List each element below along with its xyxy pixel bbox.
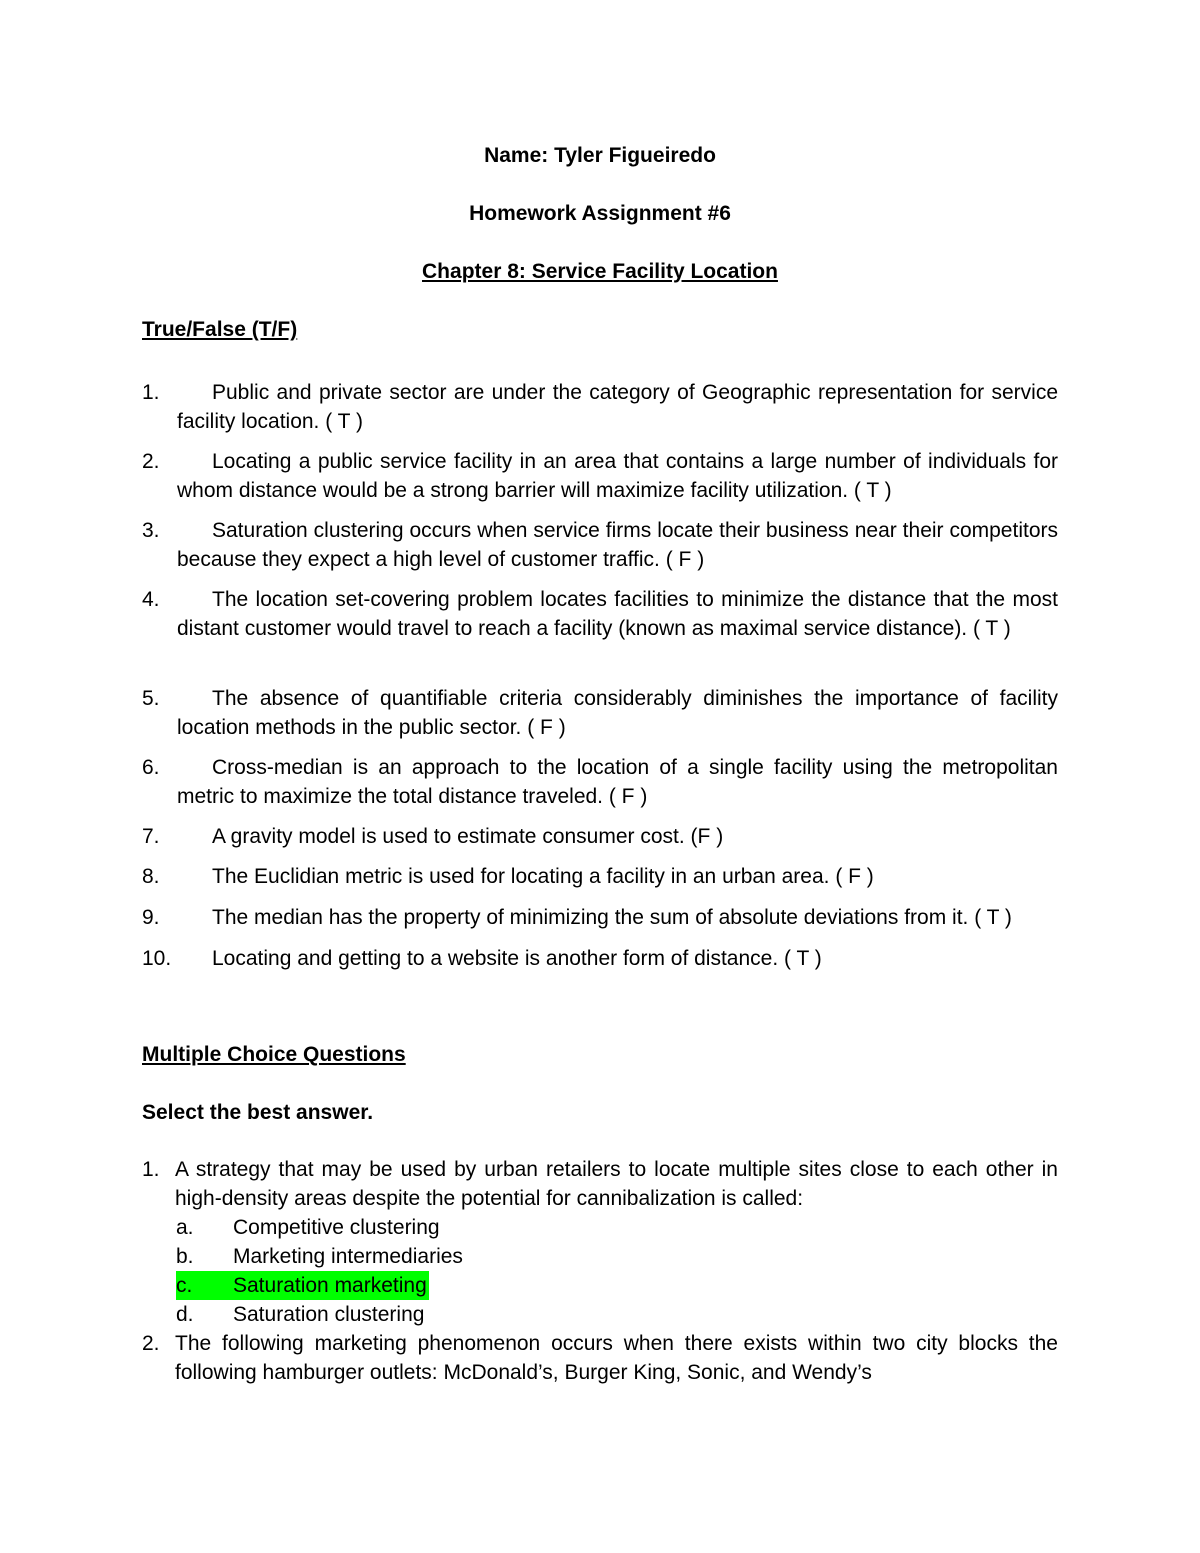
mc-question-1 [142, 1155, 1058, 1213]
assignment-title: Homework Assignment #6 [469, 202, 731, 225]
tf-item-2 [142, 447, 1058, 505]
true-false-heading: True/False (T/F) [142, 318, 298, 341]
tf-statement: The Euclidian metric is used for locating a facility in an urban area. ( F ) [212, 865, 874, 888]
chapter-title: Chapter 8: Service Facility Location [422, 260, 778, 283]
option-text: Saturation clustering [233, 1303, 425, 1326]
student-name: Name: Tyler Figueiredo [484, 144, 716, 167]
tf-number: 9. [142, 906, 160, 929]
tf-number: 7. [142, 825, 160, 848]
tf-item-4 [142, 585, 1058, 643]
option-text: Marketing intermediaries [233, 1245, 463, 1268]
tf-number: 3. [142, 519, 160, 542]
option-letter: a. [176, 1216, 194, 1239]
tf-statement: Locating a public service facility in an area that contains a large number of individuals for whom distance would be a strong barrier will maximize facility utilization. ( T ) [177, 450, 1058, 502]
option-letter: d. [176, 1303, 194, 1326]
tf-statement: Public and private sector are under the category of Geographic representation for service facility location. ( T ) [177, 381, 1058, 433]
tf-number: 6. [142, 756, 160, 779]
mc-option-c-highlighted [176, 1271, 429, 1300]
mc-question-text: A strategy that may be used by urban retailers to locate multiple sites close to each other in high-density areas despite the potential for cannibalization is called: [175, 1158, 1058, 1210]
tf-number: 1. [142, 381, 160, 404]
mc-option-a [176, 1213, 440, 1242]
mc-number: 1. [142, 1158, 160, 1181]
tf-item-5 [142, 684, 1058, 742]
tf-statement: The median has the property of minimizing the sum of absolute deviations from it. ( T ) [212, 906, 1012, 929]
tf-number: 2. [142, 450, 160, 473]
multiple-choice-heading: Multiple Choice Questions [142, 1043, 406, 1066]
tf-item-6 [142, 753, 1058, 811]
tf-statement: A gravity model is used to estimate consumer cost. (F ) [212, 825, 724, 848]
tf-number: 5. [142, 687, 160, 710]
option-text: Saturation marketing [233, 1274, 427, 1297]
tf-item-9 [142, 903, 1058, 932]
option-letter: b. [176, 1245, 194, 1268]
tf-statement: The absence of quantifiable criteria considerably diminishes the importance of facility location methods in the public sector. ( F ) [177, 687, 1058, 739]
tf-statement: Saturation clustering occurs when service firms locate their business near their competitors because they expect a high level of customer traffic. ( F ) [177, 519, 1058, 571]
mc-instruction: Select the best answer. [142, 1101, 374, 1124]
tf-item-1 [142, 378, 1058, 436]
mc-option-d [176, 1300, 424, 1329]
tf-item-7 [142, 822, 1058, 851]
tf-number: 10. [142, 947, 172, 970]
tf-item-8 [142, 862, 1058, 891]
tf-statement: The location set-covering problem locates facilities to minimize the distance that the most distant customer would travel to reach a facility (known as maximal service distance). ( T ) [177, 588, 1058, 640]
tf-item-10 [142, 944, 1058, 973]
tf-item-3 [142, 516, 1058, 574]
mc-question-2 [142, 1329, 1058, 1387]
tf-statement: Cross-median is an approach to the location of a single facility using the metropolitan metric to maximize the total distance traveled. ( F ) [177, 756, 1058, 808]
mc-number: 2. [142, 1332, 160, 1355]
tf-number: 8. [142, 865, 160, 888]
mc-question-text: The following marketing phenomenon occurs when there exists within two city blocks the following hamburger outlets: McDonald’s, Burger King, Sonic, and Wendy’s [175, 1332, 1058, 1384]
option-text: Competitive clustering [233, 1216, 440, 1239]
mc-option-b [176, 1242, 463, 1271]
tf-number: 4. [142, 588, 160, 611]
option-letter: c. [176, 1274, 193, 1297]
tf-statement: Locating and getting to a website is another form of distance. ( T ) [212, 947, 822, 970]
